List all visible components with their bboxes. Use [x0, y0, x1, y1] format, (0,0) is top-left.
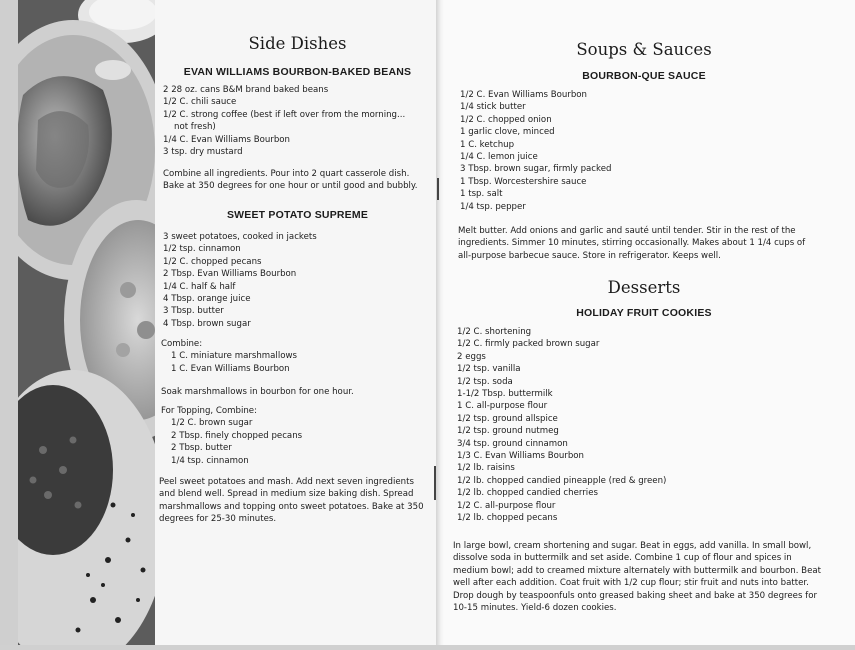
- binding-mark: [434, 466, 436, 500]
- ingredient-line: 1 C. ketchup: [460, 139, 515, 150]
- left-page: [155, 0, 440, 645]
- direction-line: 10-15 minutes. Yield-6 dozen cookies.: [453, 603, 617, 614]
- topping-item: 2 Tbsp. finely chopped pecans: [171, 430, 303, 441]
- ingredient-line: 4 Tbsp. brown sugar: [163, 318, 251, 329]
- ingredient-line: 1/4 C. lemon juice: [460, 152, 538, 163]
- ingredient-line: 2 Tbsp. Evan Williams Bourbon: [163, 269, 297, 280]
- ingredient-line: 1/2 C. Evan Williams Bourbon: [460, 90, 587, 100]
- directions-fruit-cookies: [453, 540, 821, 614]
- ingredient-line: 1/4 C. Evan Williams Bourbon: [163, 134, 290, 145]
- ingredient-line: 1/3 C. Evan Williams Bourbon: [457, 451, 584, 462]
- ingredient-line: 3 tsp. dry mustard: [163, 147, 243, 158]
- directions-bourbon-que: [458, 225, 805, 262]
- ingredient-line: 1-1/2 Tbsp. buttermilk: [457, 389, 553, 400]
- recipe-title-baked-beans: EVAN WILLIAMS BOURBON-BAKED BEANS: [183, 66, 412, 78]
- ingredient-line: 1/2 C. chili sauce: [163, 97, 237, 108]
- direction-line: well after each addition. Coat fruit with 1/2 cup flour; stir fruit and nuts into batter.: [453, 578, 809, 589]
- right-page: [444, 0, 855, 645]
- ingredient-line: 1/2 lb. chopped candied cherries: [457, 488, 598, 499]
- ingredient-line: 3 Tbsp. butter: [163, 306, 224, 317]
- topping-item: 1/4 tsp. cinnamon: [171, 455, 249, 466]
- directions-sweet-potato: [159, 476, 424, 526]
- ingredient-line: 1/2 C. firmly packed brown sugar: [457, 339, 600, 350]
- direction-line: dissolve soda in buttermilk and set aside. Combine 1 cup of flour and spices in: [453, 553, 792, 564]
- direction-line: and blend well. Spread in medium size baking dish. Spread: [159, 489, 414, 500]
- ingredient-line: 1 garlic clove, minced: [460, 127, 555, 138]
- ingredient-line: 1/2 tsp. cinnamon: [163, 244, 241, 255]
- direction-line: Melt butter. Add onions and garlic and sauté until tender. Stir in the rest of the: [458, 226, 796, 236]
- section-title-desserts: Desserts: [607, 278, 681, 297]
- direction-line: medium bowl; add to creamed mixture alternately with buttermilk and bourbon. Beat: [453, 565, 821, 576]
- combine-item: 1 C. Evan Williams Bourbon: [171, 363, 290, 374]
- ingredient-line: not fresh): [174, 122, 216, 133]
- direction-line: ingredients. Simmer 10 minutes, stirring occasionally. Makes about 1 1/4 cups of: [458, 238, 806, 249]
- direction-line: marshmallows and topping onto sweet potatoes. Bake at 350: [159, 501, 424, 512]
- ingredient-line: 1/4 C. half & half: [163, 281, 236, 292]
- topping-item: 1/2 C. brown sugar: [171, 418, 253, 429]
- ingredient-line: 1/2 lb. raisins: [457, 463, 515, 474]
- ingredient-line: 1/2 C. shortening: [457, 327, 532, 337]
- food-photo: [18, 0, 155, 645]
- section-title-soups-sauces: Soups & Sauces: [576, 40, 712, 59]
- direction-line: Drop dough by teaspoonfuls onto greased baking sheet and bake at 350 degrees for: [453, 590, 817, 601]
- ingredient-line: 3 sweet potatoes, cooked in jackets: [163, 232, 317, 242]
- ingredient-list-fruit-cookies: [457, 326, 666, 525]
- page-edge: [0, 0, 18, 645]
- ingredient-line: 1/2 C. all-purpose flour: [457, 500, 556, 511]
- section-title-side-dishes: Side Dishes: [248, 34, 347, 53]
- ingredient-list-baked-beans: [163, 84, 405, 158]
- ingredient-line: 1/4 tsp. pepper: [460, 201, 526, 212]
- ingredient-line: 1/2 C. chopped onion: [460, 114, 552, 125]
- ingredient-line: 2 28 oz. cans B&M brand baked beans: [163, 85, 329, 95]
- recipe-title-fruit-cookies: HOLIDAY FRUIT COOKIES: [576, 307, 712, 319]
- topping-item: 2 Tbsp. butter: [171, 443, 232, 454]
- direction-line: In large bowl, cream shortening and sugar. Beat in eggs, add vanilla. In small bowl,: [453, 541, 812, 551]
- ingredient-line: 1 Tbsp. Worcestershire sauce: [460, 176, 587, 187]
- ingredient-line: 1/2 C. strong coffee (best if left over from the morning...: [163, 109, 406, 120]
- direction-line: all-purpose barbecue sauce. Store in refrigerator. Keeps well.: [458, 250, 721, 261]
- ingredient-line: 1 C. all-purpose flour: [457, 401, 548, 412]
- ingredient-line: 1/2 tsp. soda: [457, 376, 513, 387]
- soak-note: Soak marshmallows in bourbon for one hour.: [161, 387, 354, 397]
- ingredient-line: 1/4 stick butter: [460, 102, 526, 113]
- combine-label: Combine:: [161, 339, 203, 349]
- direction-line: Combine all ingredients. Pour into 2 quart casserole dish.: [163, 169, 410, 179]
- direction-line: Peel sweet potatoes and mash. Add next seven ingredients: [159, 477, 414, 487]
- book-gutter: [436, 0, 444, 645]
- recipe-title-sweet-potato: SWEET POTATO SUPREME: [226, 209, 369, 221]
- ingredient-line: 1/2 C. chopped pecans: [163, 256, 262, 267]
- combine-list: [161, 338, 297, 375]
- topping-label: For Topping, Combine:: [161, 406, 257, 416]
- ingredient-line: 4 Tbsp. orange juice: [163, 294, 251, 305]
- topping-list: [161, 405, 302, 467]
- ingredient-line: 1/2 lb. chopped pecans: [457, 513, 558, 524]
- direction-line: degrees for 25-30 minutes.: [159, 514, 277, 525]
- ingredient-list-bourbon-que: [460, 89, 611, 213]
- direction-line: Bake at 350 degrees for one hour or until good and bubbly.: [163, 181, 418, 192]
- food-photo-illustration: [18, 0, 155, 645]
- ingredient-line: 1/2 tsp. ground nutmeg: [457, 426, 559, 437]
- combine-item: 1 C. miniature marshmallows: [171, 351, 297, 362]
- scan-edge: [0, 645, 855, 650]
- directions-baked-beans: [163, 168, 418, 193]
- ingredient-line: 1 tsp. salt: [460, 189, 503, 200]
- ingredient-line: 3/4 tsp. ground cinnamon: [457, 438, 568, 449]
- ingredient-line: 2 eggs: [457, 351, 486, 362]
- ingredient-line: 1/2 tsp. vanilla: [457, 364, 521, 375]
- ingredient-list-sweet-potato: [163, 231, 317, 330]
- ingredient-line: 3 Tbsp. brown sugar, firmly packed: [460, 164, 612, 175]
- recipe-title-bourbon-que: BOURBON-QUE SAUCE: [582, 70, 706, 82]
- ingredient-line: 1/2 lb. chopped candied pineapple (red & green): [457, 475, 667, 486]
- binding-mark: [437, 178, 439, 200]
- ingredient-line: 1/2 tsp. ground allspice: [457, 413, 558, 424]
